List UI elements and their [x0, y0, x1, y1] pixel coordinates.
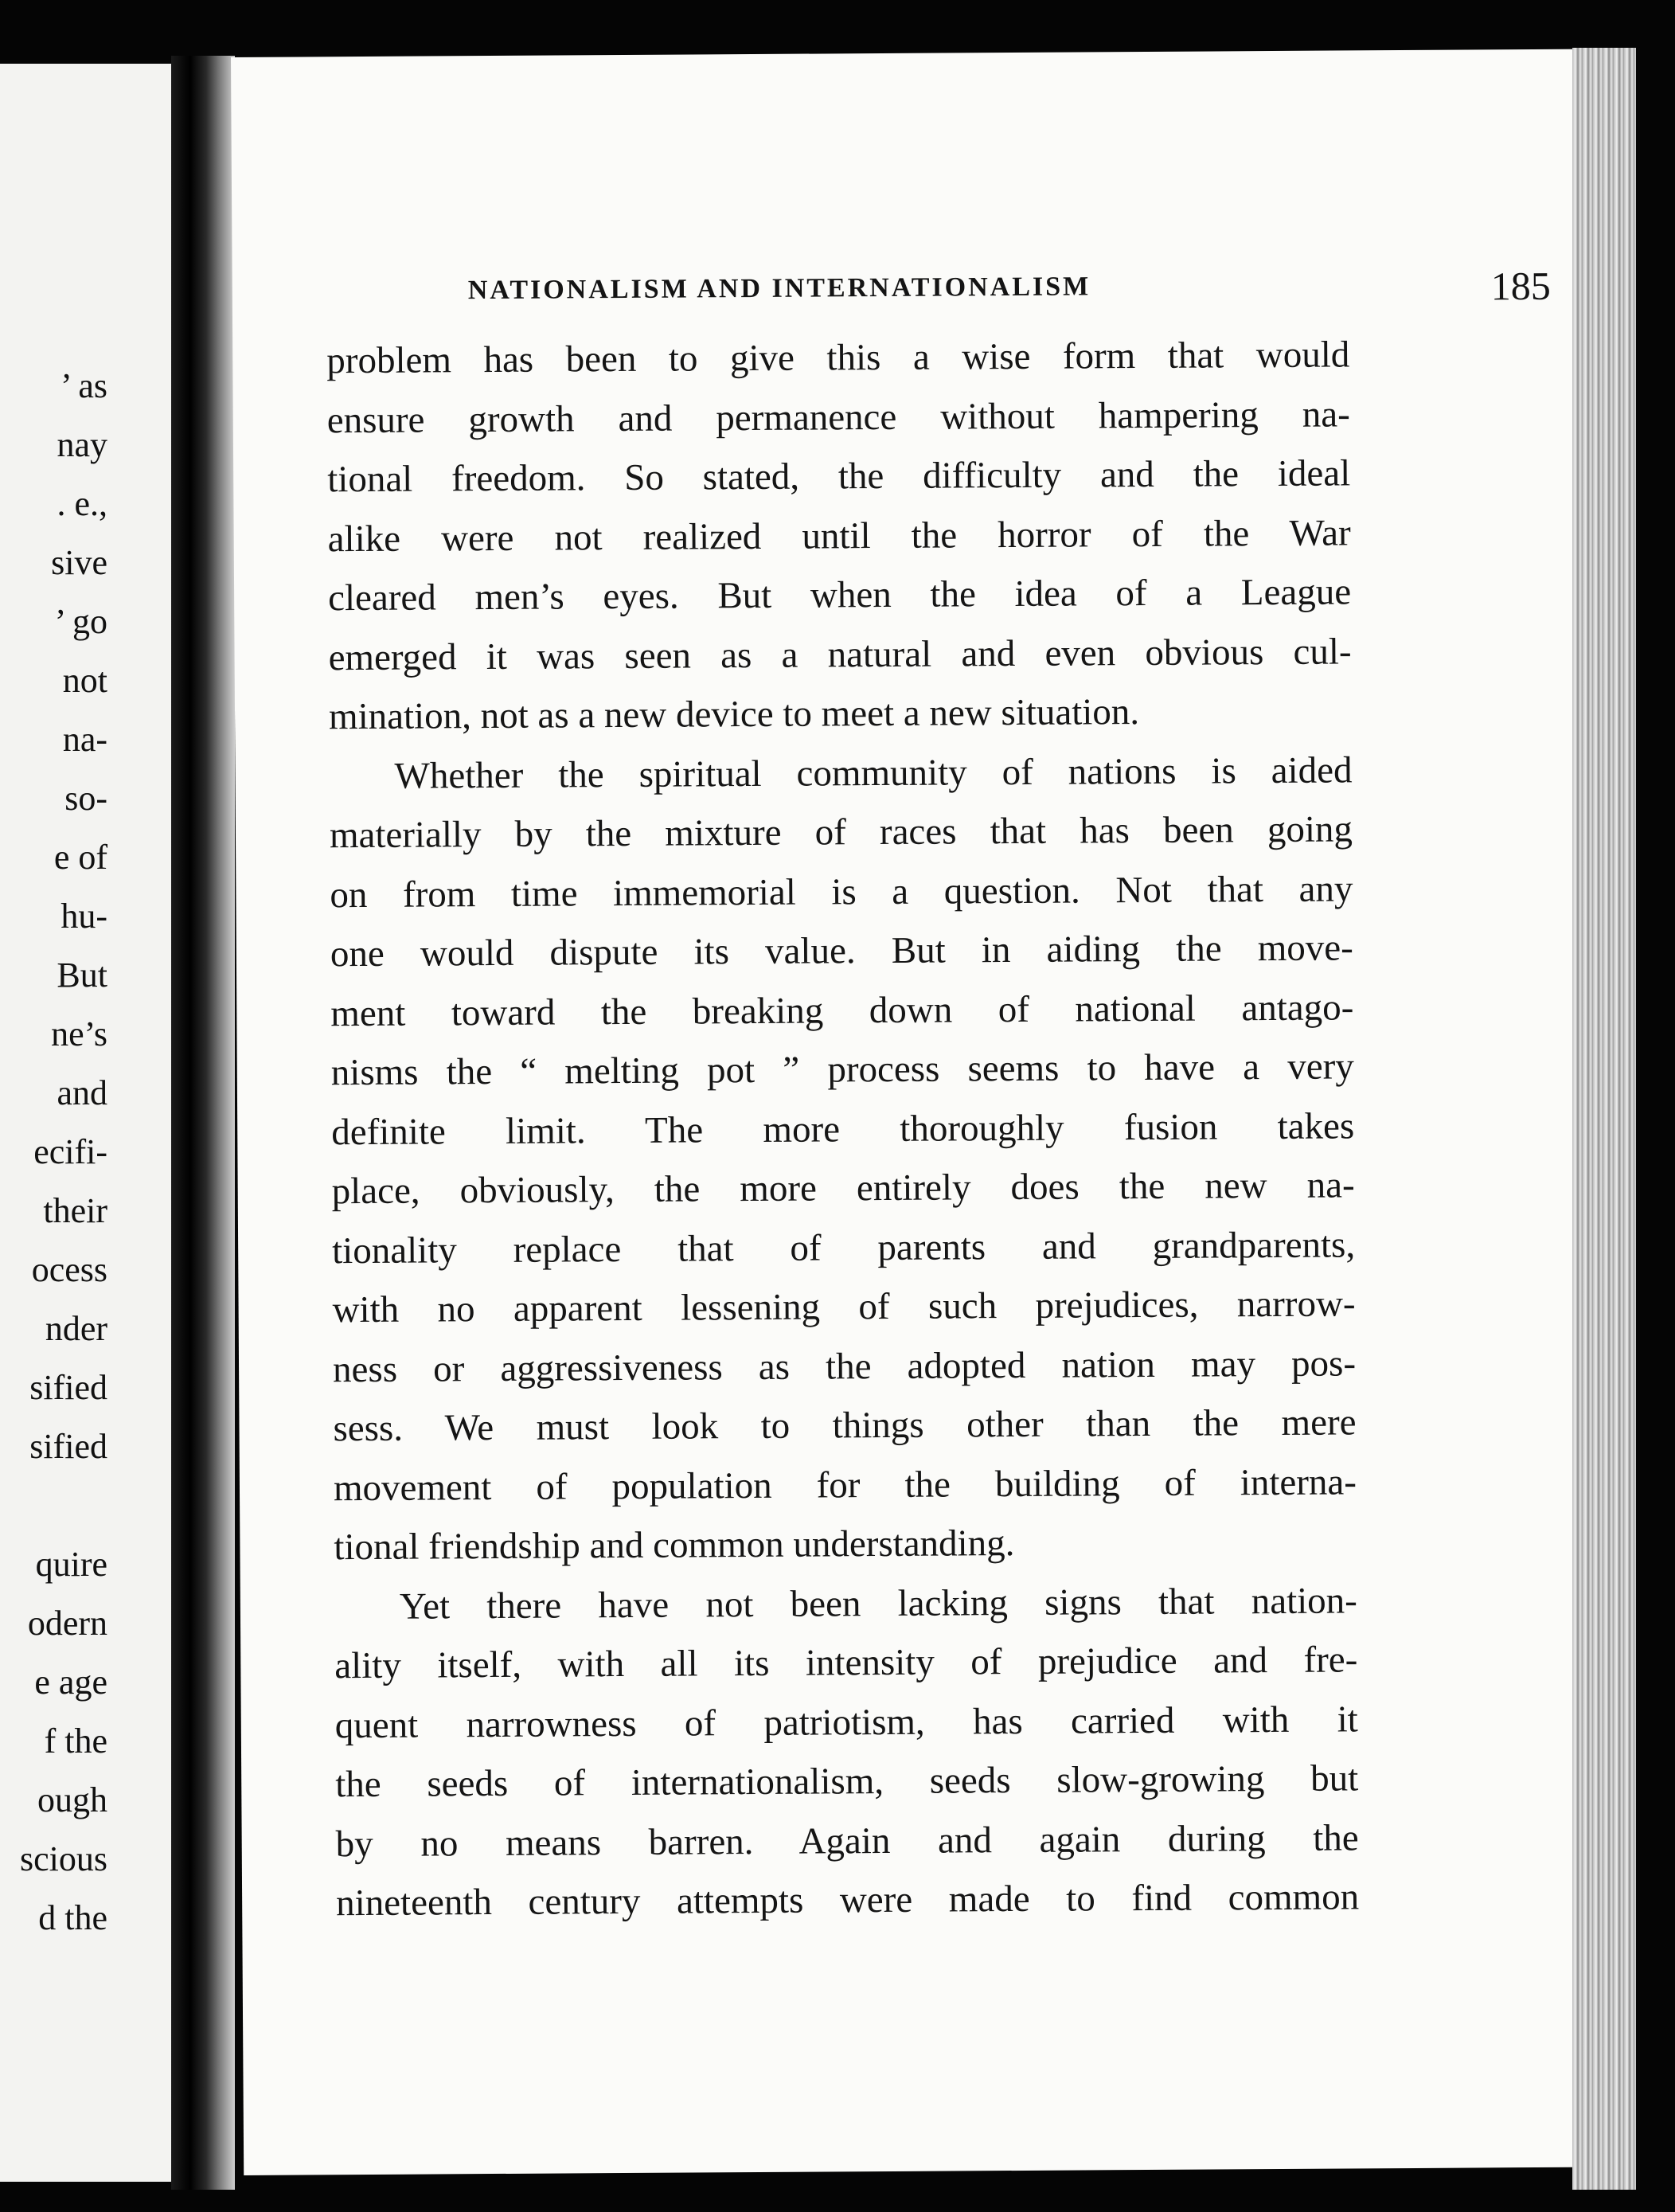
left-line: na-	[62, 720, 107, 759]
left-line: ’ as	[60, 366, 107, 405]
text-line: ness or aggressiveness as the adopted nation may pos-	[332, 1342, 1357, 1390]
text-line: sess. We must look to things other than the mere	[333, 1401, 1357, 1450]
left-line: hu-	[61, 897, 107, 936]
left-line: and	[57, 1073, 107, 1112]
right-page	[231, 49, 1593, 2175]
text-line: tionality replace that of parents and grandparents,	[331, 1223, 1356, 1272]
text-line: quent narrowness of patriotism, has carried with it	[334, 1698, 1358, 1746]
text-line: materially by the mixture of races that has been going	[329, 808, 1353, 857]
left-line: not	[62, 661, 107, 700]
left-line: But	[57, 956, 107, 995]
text-line: definite limit. The more thoroughly fusion takes	[331, 1104, 1355, 1153]
text-line: problem has been to give this a wise form that would	[326, 334, 1350, 382]
left-line: sified	[29, 1427, 107, 1466]
text-line: cleared men’s eyes. But when the idea of a League	[327, 571, 1352, 619]
left-line: ’ go	[54, 602, 107, 641]
book-gutter	[171, 56, 235, 2190]
text-line: with no apparent lessening of such prejudices, narrow-	[332, 1283, 1356, 1331]
text-line: by no means barren. Again and again during the	[335, 1816, 1359, 1865]
paragraph-first-line: Yet there have not been lacking signs that nation-	[399, 1579, 1358, 1628]
left-line: odern	[27, 1604, 107, 1643]
text-line: tional friendship and common understanding.	[334, 1522, 1015, 1569]
left-line: nay	[57, 425, 107, 464]
left-line-gap	[20, 1476, 107, 1535]
left-page-text	[20, 357, 107, 1948]
text-line: one would dispute its value. But in aiding the move-	[330, 927, 1354, 975]
paragraph-first-line: Whether the spiritual community of nations is aided	[394, 748, 1353, 797]
left-line: so-	[64, 779, 107, 818]
text-line: ensure growth and permanence without hampering na-	[326, 393, 1350, 441]
running-head	[468, 263, 1551, 317]
running-title: NATIONALISM AND INTERNATIONALISM	[467, 272, 1091, 306]
left-line: f the	[44, 1722, 107, 1761]
text-line: on from time immemorial is a question. Not that any	[330, 867, 1353, 916]
left-line: their	[43, 1191, 107, 1230]
text-line: mination, not as a new device to meet a new situation.	[328, 691, 1140, 738]
text-line: nineteenth century attempts were made to find common	[336, 1876, 1360, 1925]
left-line: e of	[53, 838, 107, 877]
text-line: place, obviously, the more entirely does the new na-	[331, 1164, 1355, 1213]
left-line: ough	[37, 1780, 107, 1819]
left-line: d the	[38, 1898, 107, 1937]
text-line: movement of population for the building of interna-	[333, 1460, 1357, 1509]
text-line: ment toward the breaking down of national antago-	[330, 986, 1354, 1034]
left-line: ne’s	[51, 1014, 107, 1053]
left-line: . e.,	[57, 484, 107, 523]
left-line: ocess	[31, 1250, 107, 1289]
body-text	[326, 325, 1359, 1933]
left-line: nder	[45, 1309, 107, 1348]
left-line: ecifi-	[33, 1132, 107, 1171]
left-line: sive	[51, 543, 107, 582]
left-line: quire	[35, 1545, 107, 1584]
text-line: ality itself, with all its intensity of prejudice and fre-	[334, 1639, 1358, 1687]
page-number: 185	[1490, 263, 1551, 309]
page-edge-stack	[1572, 48, 1636, 2190]
left-line: sified	[29, 1368, 107, 1407]
left-line: scious	[20, 1839, 107, 1878]
text-line: emerged it was seen as a natural and even obvious cul-	[328, 630, 1352, 678]
text-line: nisms the “ melting pot ” process seems to have a very	[330, 1045, 1354, 1094]
text-line: tional freedom. So stated, the difficulty and the ideal	[327, 452, 1351, 501]
text-line: the seeds of internationalism, seeds slow-growing but	[335, 1757, 1359, 1806]
left-line: e age	[34, 1663, 107, 1702]
text-line: alike were not realized until the horror of the War	[327, 511, 1351, 560]
left-facing-page	[0, 64, 179, 2182]
